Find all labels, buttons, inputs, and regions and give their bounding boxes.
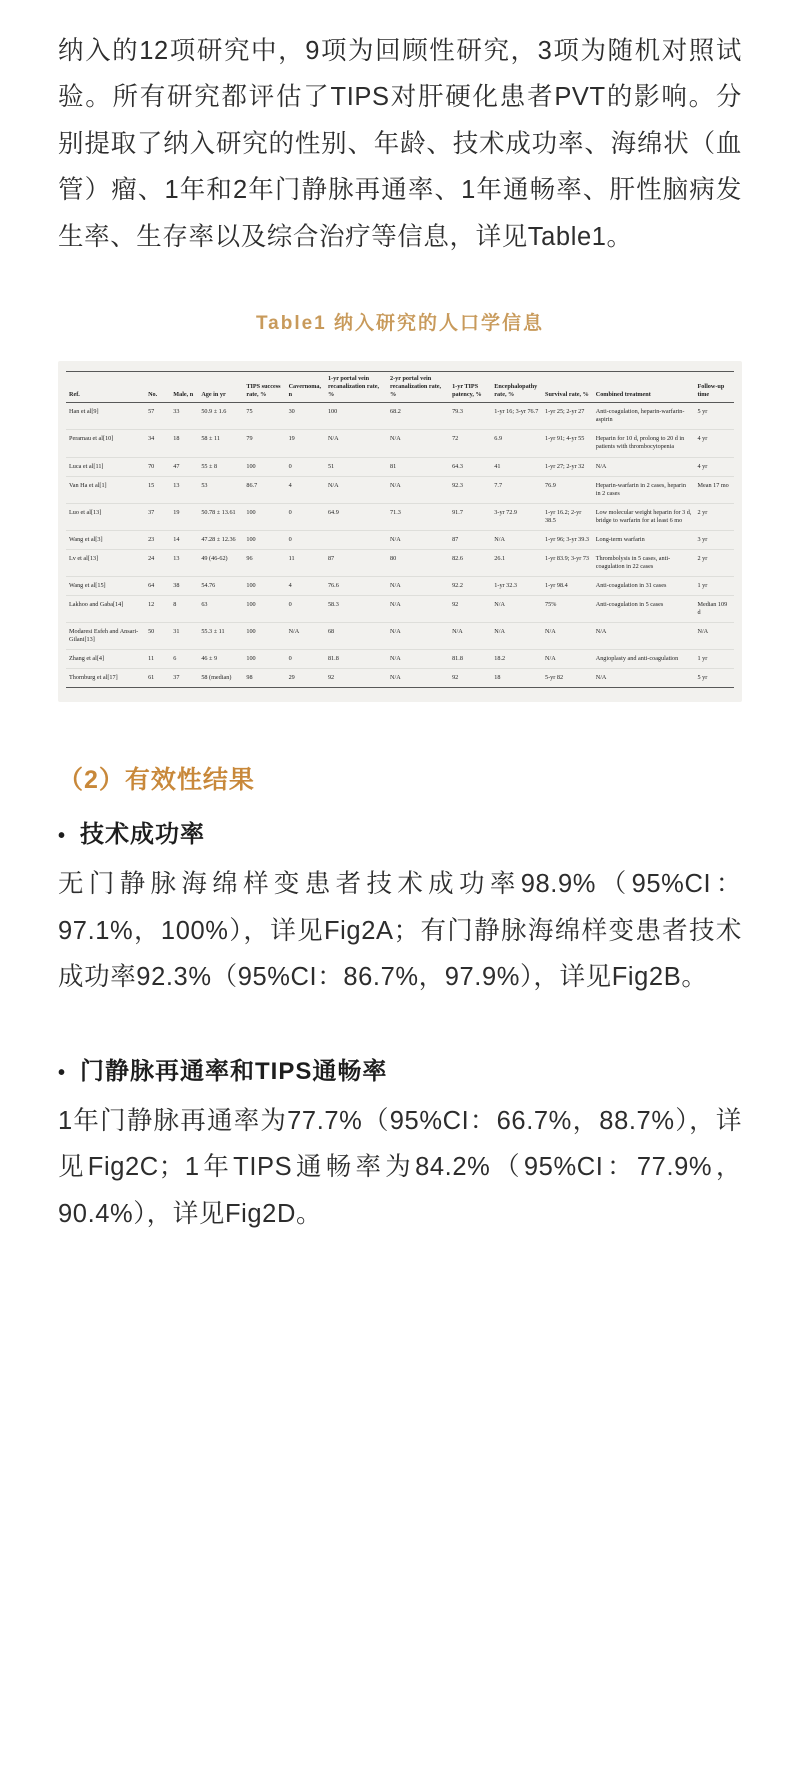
table-cell: 92.2 [449,577,491,596]
table-cell: 2 yr [694,549,734,576]
table-cell: 55 ± 8 [198,457,243,476]
table-cell: 50 [145,623,170,650]
table-cell: Median 109 d [694,596,734,623]
table-cell: N/A [387,430,449,457]
table-cell: Anti-coagulation in 5 cases [593,596,695,623]
table-cell: 1-yr 91; 4-yr 55 [542,430,593,457]
table-cell: N/A [387,530,449,549]
table-cell: 19 [286,430,325,457]
table-cell: 92 [449,669,491,688]
table-cell: 79 [243,430,285,457]
table-cell: N/A [449,623,491,650]
table-cell: 19 [170,503,198,530]
table-cell: 15 [145,476,170,503]
table-column-header: 1-yr portal vein recanalization rate, % [325,372,387,403]
table-column-header: Encephalopathy rate, % [491,372,542,403]
table-cell: 38 [170,577,198,596]
table-cell: Anti-coagulation, heparin-warfarin-aspirin [593,403,695,430]
table-column-header: Survival rate, % [542,372,593,403]
table-cell: 18 [170,430,198,457]
table-cell: 100 [243,577,285,596]
table-cell: Perarnau et al[10] [66,430,145,457]
table-row [66,476,734,503]
bullet-recanalization-patency [58,1051,742,1086]
table-column-header: Combined treatment [593,372,695,403]
table-cell: 11 [145,650,170,669]
table-cell: 54.76 [198,577,243,596]
table-cell: 13 [170,549,198,576]
table-cell: 71.3 [387,503,449,530]
table-header [66,372,734,403]
table-cell: 100 [243,530,285,549]
table-cell: 50.78 ± 13.61 [198,503,243,530]
table-cell: 1-yr 16; 3-yr 76.7 [491,403,542,430]
table-cell: 1-yr 32.3 [491,577,542,596]
table-cell: 4 yr [694,457,734,476]
bullet-label: 技术成功率 [80,821,206,849]
table-cell: 4 [286,577,325,596]
table-cell: 91.7 [449,503,491,530]
table-cell: 64.9 [325,503,387,530]
table-cell: 81.8 [325,650,387,669]
table-cell: 12 [145,596,170,623]
table-row [66,403,734,430]
paragraph-recanalization-patency: 1年门静脉再通率为77.7%（95%CI：66.7%，88.7%），详见Fig2C；1年TIPS通畅率为84.2%（95%CI：77.9%，90.4%），详见Fig2D。 [58,1106,742,1228]
table-cell: 64.3 [449,457,491,476]
table-cell: 1-yr 98.4 [542,577,593,596]
table-cell: 100 [325,403,387,430]
table-cell: 2 yr [694,503,734,530]
demographics-table-container [58,361,742,702]
table-cell: 41 [491,457,542,476]
table-cell: 70 [145,457,170,476]
table-cell: 81 [387,457,449,476]
table-cell: 58.3 [325,596,387,623]
table-cell: 100 [243,650,285,669]
table-cell: 0 [286,457,325,476]
demographics-table [66,371,734,688]
table-cell: 63 [198,596,243,623]
table-column-header: 1-yr TIPS patency, % [449,372,491,403]
table-cell: 34 [145,430,170,457]
table-cell: Thrombolysis in 5 cases, anti-coagulation in 22 cases [593,549,695,576]
table-cell: Heparin-warfarin in 2 cases, heparin in 2 cases [593,476,695,503]
table-row [66,457,734,476]
table-cell: 7.7 [491,476,542,503]
table-cell: Mean 17 mo [694,476,734,503]
table-cell: 80 [387,549,449,576]
table-column-header: Age in yr [198,372,243,403]
table-cell: 30 [286,403,325,430]
table-cell: 92 [325,669,387,688]
table-cell: N/A [491,623,542,650]
table-cell: 6.9 [491,430,542,457]
table-cell: 1-yr 25; 2-yr 27 [542,403,593,430]
table-cell: 4 yr [694,430,734,457]
table-column-header: Cavernoma, n [286,372,325,403]
table-cell: 3-yr 72.9 [491,503,542,530]
table-cell: N/A [593,457,695,476]
table-cell: 87 [449,530,491,549]
table-cell: N/A [593,623,695,650]
table-column-header: No. [145,372,170,403]
table-cell: 61 [145,669,170,688]
table-column-header: Ref. [66,372,145,403]
table-cell: 53 [198,476,243,503]
table-cell: 75 [243,403,285,430]
table-row [66,430,734,457]
table-cell: 1 yr [694,577,734,596]
table-cell: Wang et al[3] [66,530,145,549]
bullet-technical-success [58,814,742,849]
table-cell: N/A [387,596,449,623]
table-cell: 100 [243,623,285,650]
table-row [66,577,734,596]
table-cell: 18.2 [491,650,542,669]
table-cell: 55.3 ± 11 [198,623,243,650]
table-cell: 76.9 [542,476,593,503]
table-cell: Luo et al[13] [66,503,145,530]
table-cell: 47.28 ± 12.36 [198,530,243,549]
table-cell: 68 [325,623,387,650]
table-cell: 5-yr 82 [542,669,593,688]
table-cell: 11 [286,549,325,576]
table-cell: 33 [170,403,198,430]
table-cell: 76.6 [325,577,387,596]
table-cell: Long-term warfarin [593,530,695,549]
table-cell: 1-yr 16.2; 2-yr 38.5 [542,503,593,530]
table-column-header: Male, n [170,372,198,403]
table-column-header: 2-yr portal vein recanalization rate, % [387,372,449,403]
table-cell: 1-yr 27; 2-yr 32 [542,457,593,476]
table-cell: 0 [286,503,325,530]
table-cell: N/A [387,476,449,503]
table-cell: 8 [170,596,198,623]
table-cell: 72 [449,430,491,457]
table-cell: Zhang et al[4] [66,650,145,669]
table-cell: 46 ± 9 [198,650,243,669]
table-cell: 0 [286,530,325,549]
table-cell: N/A [387,623,449,650]
table-cell: 1-yr 83.9; 3-yr 73 [542,549,593,576]
table-cell: 5 yr [694,403,734,430]
table-cell: 100 [243,596,285,623]
table-cell: 4 [286,476,325,503]
table-cell: Anti-coagulation in 31 cases [593,577,695,596]
table-cell: 47 [170,457,198,476]
table-cell: 1 yr [694,650,734,669]
table-cell: 100 [243,457,285,476]
table-cell: 0 [286,650,325,669]
table-cell: 87 [325,549,387,576]
spacer [58,1015,742,1041]
table-cell: N/A [491,530,542,549]
table-body [66,403,734,688]
paragraph-technical-success: 无门静脉海绵样变患者技术成功率98.9%（95%CI：97.1%，100%），详见Fig2A；有门静脉海绵样变患者技术成功率92.3%（95%CI：86.7%，97.9%），详见Fig2B。 [58,870,742,992]
table-cell: 24 [145,549,170,576]
table-cell: 75% [542,596,593,623]
table-row [66,650,734,669]
table-cell: Lv et al[13] [66,549,145,576]
table-cell: Low molecular weight heparin for 3 d, bridge to warfarin for at least 6 mo [593,503,695,530]
table-cell: 23 [145,530,170,549]
table-cell: N/A [542,650,593,669]
table-cell: 98 [243,669,285,688]
table-cell: 3 yr [694,530,734,549]
table-cell: N/A [387,669,449,688]
bullet-dot-icon: • [58,825,67,848]
table-cell: N/A [542,623,593,650]
section-heading-efficacy: （2）有效性结果 [58,766,255,795]
table-cell: 37 [170,669,198,688]
table-cell: Han et al[9] [66,403,145,430]
table-cell: Heparin for 10 d, prolong to 20 d in patients with thrombocytopenia [593,430,695,457]
table-row [66,623,734,650]
table-row [66,596,734,623]
table-cell: 5 yr [694,669,734,688]
table-cell: N/A [694,623,734,650]
table-cell: 81.8 [449,650,491,669]
table-cell: Luca et al[11] [66,457,145,476]
table-caption: Table1 纳入研究的人口学信息 [255,313,545,335]
table-cell: Angioplasty and anti-coagulation [593,650,695,669]
table-cell: 14 [170,530,198,549]
table-cell: Lakhoo and Gaba[14] [66,596,145,623]
table-cell: Modaresi Esfeh and Ansari-Gilani[13] [66,623,145,650]
table-cell: N/A [593,669,695,688]
table-cell: Van Ha et al[1] [66,476,145,503]
table-cell: 79.3 [449,403,491,430]
table-cell: Thornburg et al[17] [66,669,145,688]
table-cell: 100 [243,503,285,530]
table-cell: 96 [243,549,285,576]
table-cell: 0 [286,596,325,623]
table-cell: 6 [170,650,198,669]
table-row [66,503,734,530]
table-cell: 92.3 [449,476,491,503]
table-column-header: Follow-up time [694,372,734,403]
table-cell: N/A [325,430,387,457]
table-cell: 26.1 [491,549,542,576]
bullet-dot-icon: • [58,1061,67,1084]
table-cell: 31 [170,623,198,650]
table-cell: 58 ± 11 [198,430,243,457]
table-cell: N/A [387,577,449,596]
table-cell: 18 [491,669,542,688]
table-row [66,530,734,549]
table-cell [325,530,387,549]
table-cell: 64 [145,577,170,596]
table-cell: 37 [145,503,170,530]
table-cell: 13 [170,476,198,503]
table-cell: 50.9 ± 1.6 [198,403,243,430]
table-cell: 92 [449,596,491,623]
table-cell: 29 [286,669,325,688]
table-header-row [66,372,734,403]
table-cell: 49 (46-62) [198,549,243,576]
table-row [66,669,734,688]
table-row [66,549,734,576]
table-cell: 86.7 [243,476,285,503]
bullet-label: 门静脉再通率和TIPS通畅率 [80,1057,388,1085]
table-cell: N/A [491,596,542,623]
table-column-header: TIPS success rate, % [243,372,285,403]
table-cell: 1-yr 96; 3-yr 39.3 [542,530,593,549]
table-cell: N/A [286,623,325,650]
table-cell: 82.6 [449,549,491,576]
table-cell: Wang et al[15] [66,577,145,596]
paragraph-intro: 纳入的12项研究中，9项为回顾性研究，3项为随机对照试验。所有研究都评估了TIPS对肝硬化患者PVT的影响。分别提取了纳入研究的性别、年龄、技术成功率、海绵状（血管）瘤、1年和2年门静脉再通率、1年通畅率、肝性脑病发生率、生存率以及综合治疗等信息，详见Table1。 [58,37,742,251]
table-cell: 68.2 [387,403,449,430]
table-cell: 58 (median) [198,669,243,688]
table-cell: N/A [387,650,449,669]
table-cell: 51 [325,457,387,476]
table-cell: 57 [145,403,170,430]
table-cell: N/A [325,476,387,503]
